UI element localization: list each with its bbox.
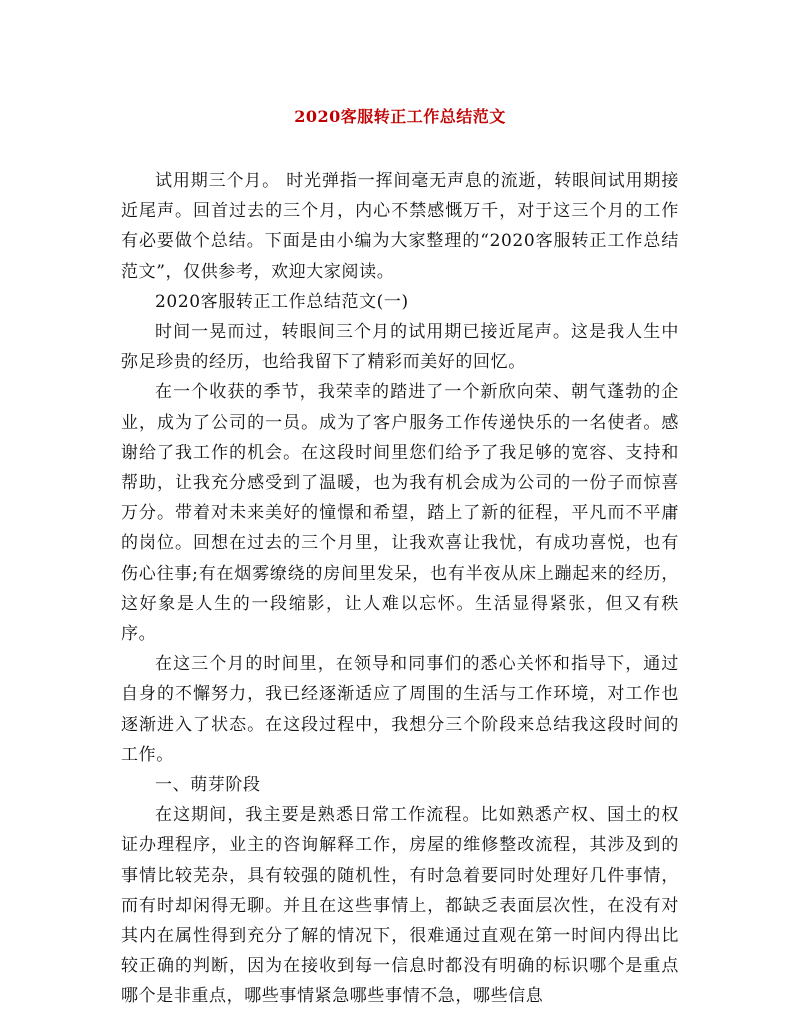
document-body [121,166,679,1012]
body-paragraph: 在一个收获的季节，我荣幸的踏进了一个新欣向荣、朝气蓬勃的企业，成为了公司的一员。成为了客户服务工作传递快乐的一名使者。感谢给了我工作的机会。在这段时间里您们给予了我足够的宽容、支持和帮助，让我充分感受到了温暖，也为我有机会成为公司的一份子而惊喜万分。带着对未来美好的憧憬和希望，踏上了新的征程，平凡而不平庸的岗位。回想在过去的三个月里，让我欢喜让我忧，有成功喜悦，也有伤心往事;有在烟雾缭绕的房间里发呆，也有半夜从床上蹦起来的经历，这好象是人生的一段缩影，让人难以忘怀。生活显得紧张，但又有秩序。 [121,382,679,645]
section-heading-one: 2020客服转正工作总结范文(一) [155,291,409,312]
body-paragraph: 在这期间，我主要是熟悉日常工作流程。比如熟悉产权、国土的权证办理程序，业主的咨询解释工作，房屋的维修整改流程，其涉及到的事情比较芜杂，具有较强的随机性，有时急着要同时处理好几件事情，而有时却闲得无聊。并且在这些事情上，都缺乏表面层次性，在没有对其内在属性得到充分了解的情况下，很难通过直观在第一时间内得出比较正确的判断，因为在接收到每一信息时都没有明确的标识哪个是重点哪个是非重点，哪些事情紧急哪些事情不急，哪些信息 [121,805,679,1007]
body-paragraph: 在这三个月的时间里，在领导和同事们的悉心关怀和指导下，通过自身的不懈努力，我已经逐渐适应了周围的生活与工作环境，对工作也逐渐进入了状态。在这段过程中，我想分三个阶段来总结我这段时间的工作。 [121,654,679,765]
intro-paragraph: 试用期三个月。 时光弹指一挥间毫无声息的流逝，转眼间试用期接近尾声。回首过去的三个月，内心不禁感慨万千，对于这三个月的工作有必要做个总结。下面是由小编为大家整理的“2020客服转正工作总结范文”，仅供参考，欢迎大家阅读。 [121,171,679,282]
document-title: 2020客服转正工作总结范文 [294,107,506,126]
body-paragraph: 时间一晃而过，转眼间三个月的试用期已接近尾声。这是我人生中弥足珍贵的经历，也给我留下了精彩而美好的回忆。 [121,322,679,373]
stage-heading-sprout: 一、萌芽阶段 [155,775,261,796]
